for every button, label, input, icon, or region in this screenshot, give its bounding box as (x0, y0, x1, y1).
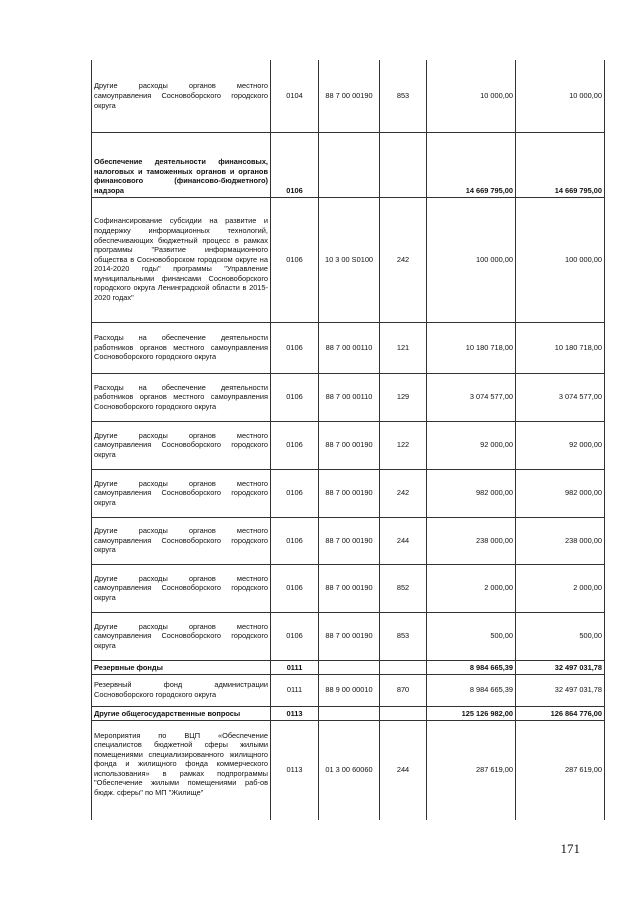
page-number: 171 (560, 841, 580, 856)
table-row (92, 674, 605, 706)
row-amount-2: 3 074 577,00 (516, 373, 605, 421)
row-expense-type: 244 (380, 517, 427, 564)
row-amount-2: 500,00 (516, 612, 605, 660)
row-section-code: 0104 (271, 60, 319, 132)
row-target-article: 88 7 00 00190 (319, 60, 380, 132)
row-name: Расходы на обеспечение деятельности работников органов местного самоуправления Сосновоборского городского округа (92, 373, 271, 421)
row-target-article: 10 3 00 S0100 (319, 197, 380, 322)
row-target-article: 88 9 00 00010 (319, 674, 380, 706)
row-amount-1: 287 619,00 (427, 720, 516, 820)
row-amount-1: 982 000,00 (427, 469, 516, 517)
row-amount-1: 500,00 (427, 612, 516, 660)
table-row (92, 517, 605, 564)
table-row (92, 60, 605, 132)
row-amount-2: 238 000,00 (516, 517, 605, 564)
row-amount-1: 92 000,00 (427, 421, 516, 469)
row-expense-type: 122 (380, 421, 427, 469)
row-amount-1: 8 984 665,39 (427, 674, 516, 706)
row-amount-2: 982 000,00 (516, 469, 605, 517)
row-expense-type: 121 (380, 322, 427, 373)
table-row-section (92, 660, 605, 674)
row-name: Расходы на обеспечение деятельности работников органов местного самоуправления Сосновоборского городского округа (92, 322, 271, 373)
row-name: Другие расходы органов местного самоуправления Сосновоборского городского округа (92, 564, 271, 612)
row-amount-2: 10 180 718,00 (516, 322, 605, 373)
row-expense-type: 852 (380, 564, 427, 612)
row-target-article: 88 7 00 00190 (319, 612, 380, 660)
row-section-code: 0106 (271, 612, 319, 660)
row-target-article: 88 7 00 00190 (319, 564, 380, 612)
row-amount-1: 100 000,00 (427, 197, 516, 322)
row-target-article (319, 660, 380, 674)
row-expense-type: 242 (380, 197, 427, 322)
table-row (92, 612, 605, 660)
row-amount-2: 287 619,00 (516, 720, 605, 820)
row-amount-2: 10 000,00 (516, 60, 605, 132)
row-name: Другие расходы органов местного самоуправления Сосновоборского городского округа (92, 612, 271, 660)
row-amount-1: 14 669 795,00 (427, 132, 516, 197)
row-name: Резервный фонд администрации Сосновоборского городского округа (92, 674, 271, 706)
row-target-article: 88 7 00 00190 (319, 517, 380, 564)
row-target-article (319, 132, 380, 197)
row-amount-2: 32 497 031,78 (516, 674, 605, 706)
row-section-code: 0106 (271, 373, 319, 421)
row-name: Другие расходы органов местного самоуправления Сосновоборского городского округа (92, 421, 271, 469)
table-row (92, 720, 605, 820)
row-name: Другие расходы органов местного самоуправления Сосновоборского городского округа (92, 60, 271, 132)
table-row (92, 469, 605, 517)
row-expense-type: 244 (380, 720, 427, 820)
row-amount-2: 126 864 776,00 (516, 706, 605, 720)
row-section-code: 0106 (271, 564, 319, 612)
table-row-section (92, 132, 605, 197)
row-section-code: 0111 (271, 660, 319, 674)
row-section-code: 0111 (271, 674, 319, 706)
row-amount-1: 8 984 665,39 (427, 660, 516, 674)
row-expense-type: 129 (380, 373, 427, 421)
row-amount-2: 2 000,00 (516, 564, 605, 612)
row-name: Резервные фонды (92, 660, 271, 674)
row-expense-type: 853 (380, 60, 427, 132)
row-target-article: 88 7 00 00110 (319, 322, 380, 373)
row-amount-2: 100 000,00 (516, 197, 605, 322)
row-section-code: 0106 (271, 132, 319, 197)
row-name: Другие расходы органов местного самоуправления Сосновоборского городского округа (92, 469, 271, 517)
row-expense-type: 870 (380, 674, 427, 706)
row-amount-1: 3 074 577,00 (427, 373, 516, 421)
row-amount-1: 2 000,00 (427, 564, 516, 612)
table-row-section (92, 706, 605, 720)
table-row (92, 197, 605, 322)
row-target-article: 88 7 00 00190 (319, 469, 380, 517)
row-section-code: 0113 (271, 720, 319, 820)
budget-table (91, 60, 605, 820)
row-target-article (319, 706, 380, 720)
table-row (92, 564, 605, 612)
row-amount-1: 238 000,00 (427, 517, 516, 564)
row-name: Другие общегосударственные вопросы (92, 706, 271, 720)
row-section-code: 0106 (271, 517, 319, 564)
row-expense-type (380, 132, 427, 197)
row-section-code: 0106 (271, 322, 319, 373)
row-section-code: 0113 (271, 706, 319, 720)
row-amount-2: 32 497 031,78 (516, 660, 605, 674)
table-row (92, 373, 605, 421)
row-target-article: 88 7 00 00190 (319, 421, 380, 469)
row-amount-2: 92 000,00 (516, 421, 605, 469)
row-amount-1: 10 000,00 (427, 60, 516, 132)
row-expense-type (380, 706, 427, 720)
row-name: Другие расходы органов местного самоуправления Сосновоборского городского округа (92, 517, 271, 564)
row-name: Мероприятия по ВЦП «Обеспечение специалистов бюджетной сферы жилыми помещениями специализированного жилищного фонда и жилищного фонда коммерческого использования» в рамках подпрограммы "Обеспечение жилыми помещениями раб-ов бюдж. сферы" по МП "Жилище" (92, 720, 271, 820)
row-expense-type: 853 (380, 612, 427, 660)
row-name: Обеспечение деятельности финансовых, налоговых и таможенных органов и органов финансового (финансово-бюджетного) надзора (92, 132, 271, 197)
row-expense-type: 242 (380, 469, 427, 517)
row-target-article: 88 7 00 00110 (319, 373, 380, 421)
table-row (92, 421, 605, 469)
row-section-code: 0106 (271, 197, 319, 322)
table-row (92, 322, 605, 373)
row-name: Софинансирование субсидии на развитие и поддержку информационных технологий, обеспечивающих бюджетный процесс в рамках программы "Развитие информационного общества в Сосновоборском городском округе на 2014-2020 годы" программы "Управление муниципальными финансами Сосновоборского городского округа Ленинградской области в 2015-2020 годах" (92, 197, 271, 322)
row-section-code: 0106 (271, 421, 319, 469)
row-section-code: 0106 (271, 469, 319, 517)
row-amount-1: 10 180 718,00 (427, 322, 516, 373)
row-target-article: 01 3 00 60060 (319, 720, 380, 820)
row-expense-type (380, 660, 427, 674)
row-amount-2: 14 669 795,00 (516, 132, 605, 197)
row-amount-1: 125 126 982,00 (427, 706, 516, 720)
